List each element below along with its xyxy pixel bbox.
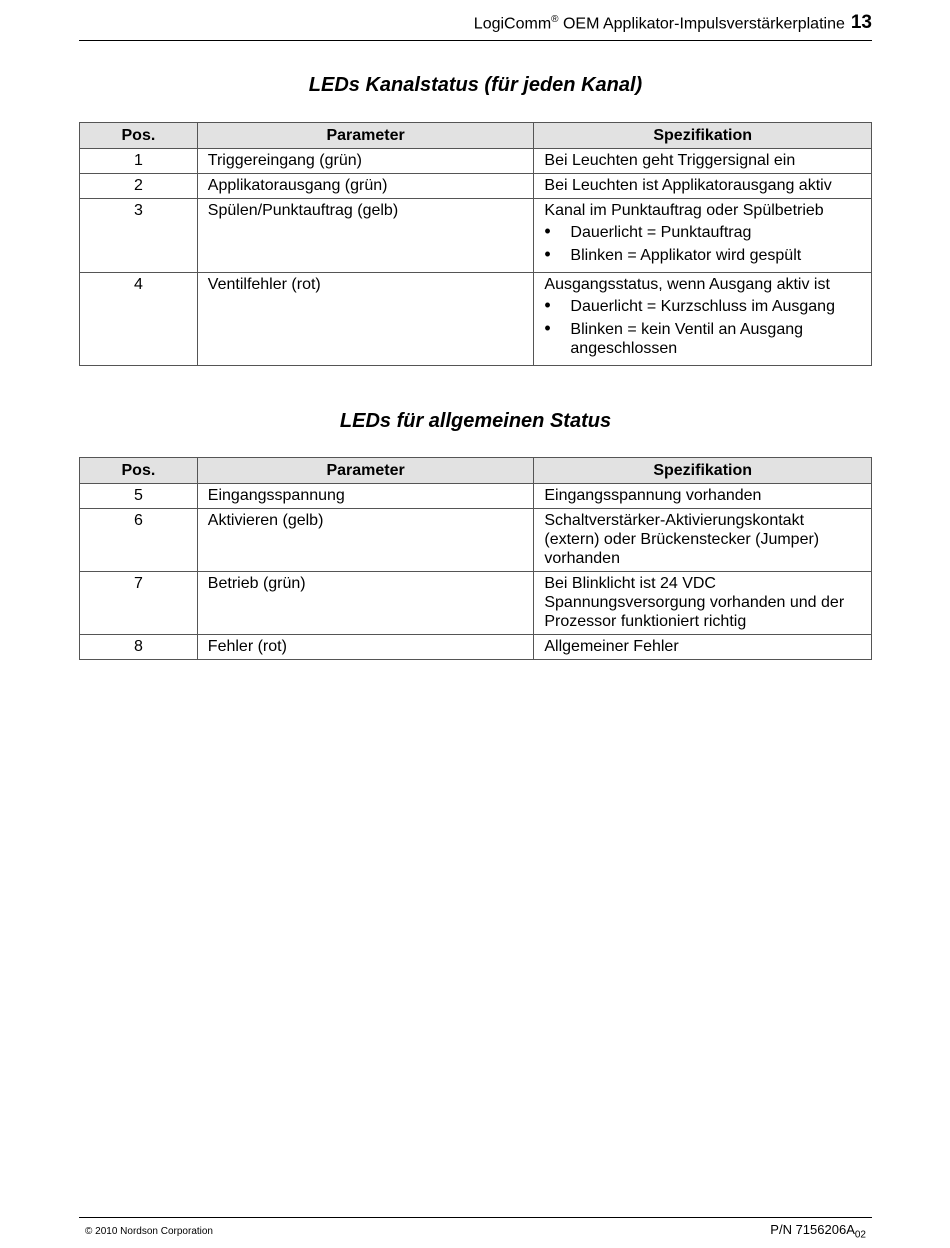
section-title-channel-status: LEDs Kanalstatus (für jeden Kanal) bbox=[308, 74, 643, 96]
cell-pos: 3 bbox=[80, 199, 198, 273]
copyright-notice: © 2010 Nordson Corporation bbox=[85, 1226, 213, 1237]
cell-pos: 6 bbox=[80, 509, 198, 572]
specification-bullet-list bbox=[544, 223, 861, 265]
specification-text: Bei Blinklicht ist 24 VDC Spannungsversorgung vorhanden und der Prozessor funktioniert richtig bbox=[544, 575, 845, 630]
cell-specification bbox=[534, 199, 872, 273]
page-footer bbox=[79, 1217, 872, 1243]
cell-specification bbox=[534, 174, 872, 199]
cell-parameter: Eingangsspannung bbox=[197, 484, 534, 509]
table-row bbox=[80, 174, 872, 199]
bullet-item: • Dauerlicht = Kurzschluss im Ausgang bbox=[544, 297, 861, 316]
document-title: LogiComm® OEM Applikator-Impulsverstärkerplatine bbox=[473, 13, 845, 32]
cell-specification bbox=[534, 149, 872, 174]
column-header-specification: Spezifikation bbox=[534, 458, 872, 484]
registered-trademark: ® bbox=[551, 13, 559, 25]
table-row bbox=[80, 572, 872, 635]
channel-status-table bbox=[79, 122, 872, 366]
cell-parameter: Betrieb (grün) bbox=[197, 572, 534, 635]
cell-parameter: Triggereingang (grün) bbox=[197, 149, 534, 174]
cell-pos: 5 bbox=[80, 484, 198, 509]
specification-bullet-list bbox=[544, 297, 861, 358]
cell-parameter: Aktivieren (gelb) bbox=[197, 509, 534, 572]
cell-parameter: Fehler (rot) bbox=[197, 635, 534, 660]
cell-pos: 1 bbox=[80, 149, 198, 174]
column-header-parameter: Parameter bbox=[197, 458, 534, 484]
bullet-item: • Blinken = kein Ventil an Ausgang angeschlossen bbox=[544, 320, 861, 358]
cell-specification bbox=[534, 635, 872, 660]
specification-text: Kanal im Punktauftrag oder Spülbetrieb bbox=[544, 202, 824, 219]
specification-text: Eingangsspannung vorhanden bbox=[544, 487, 762, 504]
cell-specification bbox=[534, 484, 872, 509]
revision-number: 02 bbox=[854, 1229, 866, 1241]
cell-specification bbox=[534, 572, 872, 635]
column-header-pos: Pos. bbox=[80, 123, 198, 149]
cell-parameter: Applikatorausgang (grün) bbox=[197, 174, 534, 199]
specification-text: Ausgangsstatus, wenn Ausgang aktiv ist bbox=[544, 276, 830, 293]
specification-text: Bei Leuchten geht Triggersignal ein bbox=[544, 152, 796, 169]
specification-text: Schaltverstärker-Aktivierungskontakt (extern) oder Brückenstecker (Jumper) vorhanden bbox=[544, 512, 820, 567]
specification-text: Bei Leuchten ist Applikatorausgang aktiv bbox=[544, 177, 832, 194]
section-title-general-status: LEDs für allgemeinen Status bbox=[339, 410, 612, 432]
table-row bbox=[80, 509, 872, 572]
page-number: 13 bbox=[850, 12, 872, 33]
table-row bbox=[80, 273, 872, 366]
column-header-specification: Spezifikation bbox=[534, 123, 872, 149]
table-row bbox=[80, 149, 872, 174]
table-header-row bbox=[80, 123, 872, 149]
cell-pos: 2 bbox=[80, 174, 198, 199]
column-header-parameter: Parameter bbox=[197, 123, 534, 149]
table-row bbox=[80, 199, 872, 273]
cell-parameter: Ventilfehler (rot) bbox=[197, 273, 534, 366]
bullet-item: • Dauerlicht = Punktauftrag bbox=[544, 223, 861, 242]
specification-text: Allgemeiner Fehler bbox=[544, 638, 679, 655]
table-header-row bbox=[80, 458, 872, 484]
bullet-item: • Blinken = Applikator wird gespült bbox=[544, 246, 861, 265]
cell-specification bbox=[534, 273, 872, 366]
table-row bbox=[80, 484, 872, 509]
cell-pos: 4 bbox=[80, 273, 198, 366]
general-status-table bbox=[79, 457, 872, 660]
table-row bbox=[80, 635, 872, 660]
cell-specification bbox=[534, 509, 872, 572]
cell-pos: 8 bbox=[80, 635, 198, 660]
page-header bbox=[79, 12, 872, 41]
cell-pos: 7 bbox=[80, 572, 198, 635]
cell-parameter: Spülen/Punktauftrag (gelb) bbox=[197, 199, 534, 273]
part-number: P/N $7156206A_{02}$ bbox=[770, 1222, 866, 1241]
column-header-pos: Pos. bbox=[80, 458, 198, 484]
